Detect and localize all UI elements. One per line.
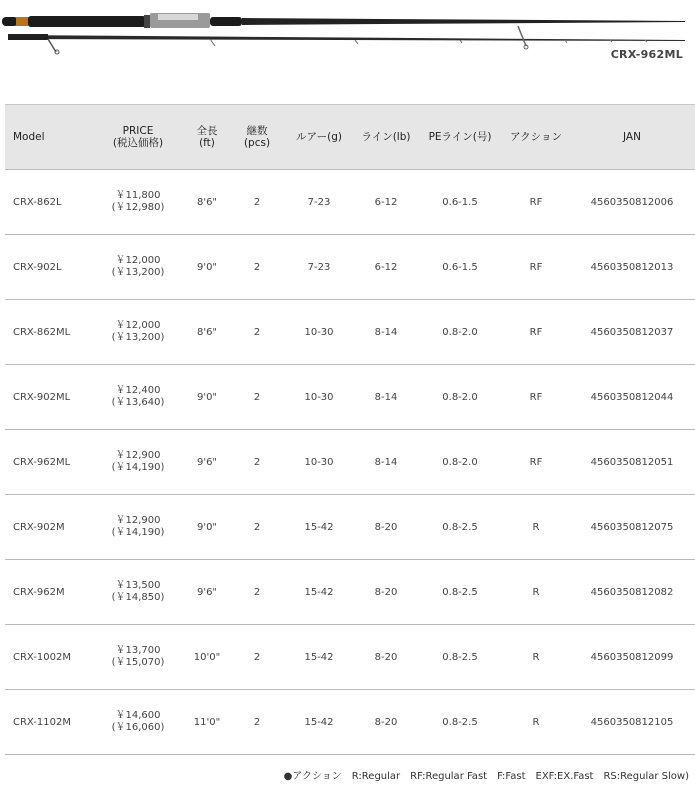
table-row [5,560,695,625]
cell-length: 9'0" [183,365,231,430]
cell-pieces: 2 [231,300,283,365]
product-image [0,0,695,100]
cell-length: 10'0" [183,625,231,690]
cell-jan: 4560350812082 [569,560,695,625]
cell-line: 8-14 [355,300,417,365]
cell-price [93,690,183,755]
cell-pe: 0.8-2.0 [417,365,503,430]
cell-line: 8-14 [355,365,417,430]
cell-price [93,495,183,560]
header-pieces-label: 継数 [246,125,268,137]
cell-pieces: 2 [231,625,283,690]
cell-lure: 10-30 [283,300,355,365]
cell-action: RF [503,170,569,235]
cell-price-value: ￥12,000 [115,320,161,331]
table-row [5,235,695,300]
cell-price-tax: (￥12,980) [111,202,165,213]
header-price-label: PRICE [122,125,154,137]
cell-pe: 0.6-1.5 [417,170,503,235]
cell-model: CRX-962M [5,560,93,625]
table-row [5,430,695,495]
cell-length: 9'0" [183,235,231,300]
cell-jan: 4560350812044 [569,365,695,430]
cell-action: RF [503,235,569,300]
cell-line: 8-14 [355,430,417,495]
cell-jan: 4560350812105 [569,690,695,755]
spec-table [5,104,695,755]
cell-jan: 4560350812075 [569,495,695,560]
cell-action: RF [503,300,569,365]
cell-model: CRX-902L [5,235,93,300]
table-row [5,690,695,755]
table-row [5,170,695,235]
cell-price-tax: (￥13,200) [111,267,165,278]
cell-price-value: ￥14,600 [115,710,161,721]
cell-pe: 0.8-2.5 [417,495,503,560]
cell-pieces: 2 [231,560,283,625]
cell-pieces: 2 [231,235,283,300]
cell-price-tax: (￥14,850) [111,592,165,603]
cell-lure: 15-42 [283,495,355,560]
cell-price-tax: (￥14,190) [111,527,165,538]
cell-action: RF [503,430,569,495]
table-header-row [5,105,695,170]
cell-action: R [503,560,569,625]
header-action: アクション [503,105,569,170]
cell-length: 9'6" [183,560,231,625]
header-pieces [231,105,283,170]
header-jan: JAN [569,105,695,170]
cell-length: 8'6" [183,300,231,365]
table-row [5,625,695,690]
header-length-label: 全長 [196,125,218,137]
cell-lure: 7-23 [283,170,355,235]
cell-pieces: 2 [231,495,283,560]
cell-price [93,560,183,625]
cell-lure: 10-30 [283,430,355,495]
cell-pe: 0.8-2.5 [417,560,503,625]
cell-price-value: ￥12,000 [115,255,161,266]
cell-pieces: 2 [231,690,283,755]
cell-pieces: 2 [231,430,283,495]
cell-length: 9'6" [183,430,231,495]
table-row [5,365,695,430]
cell-line: 8-20 [355,690,417,755]
cell-pieces: 2 [231,365,283,430]
header-price-sub: (税込価格) [112,137,164,149]
cell-price-value: ￥12,900 [115,450,161,461]
cell-line: 8-20 [355,560,417,625]
cell-pe: 0.8-2.5 [417,690,503,755]
cell-price [93,625,183,690]
cell-price-tax: (￥14,190) [111,462,165,473]
cell-price-value: ￥13,500 [115,580,161,591]
cell-price [93,300,183,365]
cell-model: CRX-1102M [5,690,93,755]
cell-price-tax: (￥16,060) [111,722,165,733]
cell-model: CRX-902M [5,495,93,560]
cell-lure: 7-23 [283,235,355,300]
table-row [5,495,695,560]
cell-lure: 15-42 [283,690,355,755]
cell-pe: 0.8-2.5 [417,625,503,690]
cell-price-tax: (￥15,070) [111,657,165,668]
cell-model: CRX-862L [5,170,93,235]
cell-length: 9'0" [183,495,231,560]
cell-price-value: ￥12,900 [115,515,161,526]
cell-line: 8-20 [355,495,417,560]
cell-pe: 0.8-2.0 [417,430,503,495]
cell-jan: 4560350812051 [569,430,695,495]
cell-line: 8-20 [355,625,417,690]
action-legend-footnote: ●アクション R:Regular RF:Regular Fast F:Fast EXF:EX.Fast RS:Regular Slow) [283,771,689,782]
cell-price-tax: (￥13,200) [111,332,165,343]
cell-price [93,430,183,495]
cell-action: R [503,690,569,755]
cell-price [93,235,183,300]
header-pieces-sub: (pcs) [243,137,271,149]
cell-line: 6-12 [355,235,417,300]
cell-model: CRX-862ML [5,300,93,365]
cell-length: 8'6" [183,170,231,235]
cell-jan: 4560350812037 [569,300,695,365]
header-pe-line: PEライン(号) [417,105,503,170]
cell-jan: 4560350812006 [569,170,695,235]
table-row [5,300,695,365]
header-lure: ルアー(g) [283,105,355,170]
header-price [93,105,183,170]
header-length [183,105,231,170]
cell-lure: 10-30 [283,365,355,430]
cell-action: R [503,625,569,690]
cell-pe: 0.8-2.0 [417,300,503,365]
cell-pieces: 2 [231,170,283,235]
product-image-caption: CRX-962ML [610,48,683,61]
cell-price-value: ￥12,400 [115,385,161,396]
cell-action: R [503,495,569,560]
cell-price-value: ￥13,700 [115,645,161,656]
cell-price [93,365,183,430]
cell-price-tax: (￥13,640) [111,397,165,408]
cell-price [93,170,183,235]
header-model: Model [5,105,93,170]
cell-action: RF [503,365,569,430]
cell-length: 11'0" [183,690,231,755]
cell-price-value: ￥11,800 [115,190,161,201]
cell-pe: 0.6-1.5 [417,235,503,300]
fishing-rod-illustration [0,0,695,100]
header-length-sub: (ft) [199,137,215,149]
cell-model: CRX-1002M [5,625,93,690]
cell-jan: 4560350812013 [569,235,695,300]
cell-line: 6-12 [355,170,417,235]
cell-lure: 15-42 [283,560,355,625]
header-line: ライン(lb) [355,105,417,170]
cell-model: CRX-962ML [5,430,93,495]
cell-lure: 15-42 [283,625,355,690]
cell-model: CRX-902ML [5,365,93,430]
cell-jan: 4560350812099 [569,625,695,690]
